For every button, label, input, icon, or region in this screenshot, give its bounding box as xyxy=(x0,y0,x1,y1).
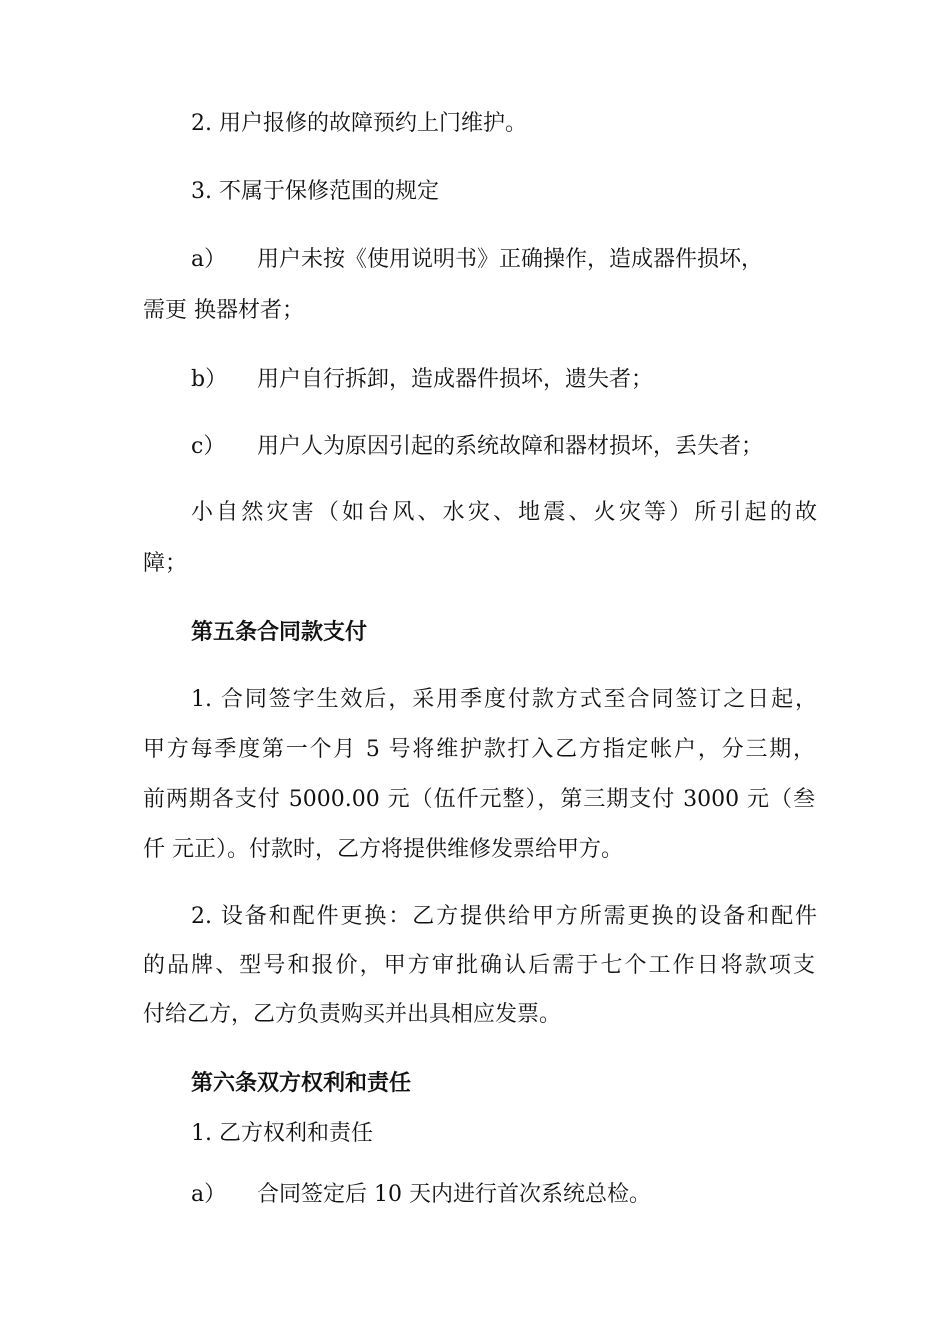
payment-p1-line-3: 前两期各支付 5000.00 元（伍仟元整），第三期支付 3000 元（叁 xyxy=(143,787,815,812)
clause-item-2: 2. 用户报修的故障预约上门维护。 xyxy=(191,111,527,136)
exclusion-b xyxy=(191,367,653,393)
party-b-duty-a-text: 合同签定后 10 天内进行首次系统总检。 xyxy=(257,1182,651,1207)
payment-p1-line-2: 甲方每季度第一个月 5 号将维护款打入乙方指定帐户，分三期， xyxy=(143,737,815,762)
equipment-p2-line-3: 付给乙方，乙方负责购买并出具相应发票。 xyxy=(143,1002,562,1027)
payment-p1-line-4: 仟 元正）。付款时，乙方将提供维修发票给甲方。 xyxy=(143,837,623,862)
natural-disaster-line-2: 障； xyxy=(143,551,188,576)
list-marker: a） xyxy=(191,1182,227,1207)
list-marker: a） xyxy=(191,247,227,272)
list-marker: c） xyxy=(191,434,226,459)
exclusion-b-text: 用户自行拆卸，造成器件损坏，遗失者； xyxy=(257,367,654,392)
clause-item-3: 3. 不属于保修范围的规定 xyxy=(191,179,439,204)
exclusion-a-line-1 xyxy=(191,247,763,273)
list-marker: b） xyxy=(191,367,228,392)
party-b-rights-item: 1. 乙方权利和责任 xyxy=(191,1121,373,1146)
exclusion-a-line-2: 需更 换器材者； xyxy=(143,298,304,323)
section-5-heading: 第五条合同款支付 xyxy=(191,620,368,645)
natural-disaster-line-1: 小自然灾害（如台风、水灾、地震、火灾等）所引起的故 xyxy=(191,500,817,525)
equipment-p2-line-1: 2. 设备和配件更换：乙方提供给甲方所需更换的设备和配件 xyxy=(191,904,817,929)
exclusion-a-text: 用户未按《使用说明书》正确操作，造成器件损坏， xyxy=(257,247,764,272)
party-b-duty-a xyxy=(191,1182,651,1208)
exclusion-c-text: 用户人为原因引起的系统故障和器材损坏，丢失者； xyxy=(257,434,764,459)
payment-p1-line-1: 1. 合同签字生效后，采用季度付款方式至合同签订之日起， xyxy=(191,687,817,712)
exclusion-c xyxy=(191,434,763,460)
section-6-heading: 第六条双方权利和责任 xyxy=(191,1071,412,1096)
equipment-p2-line-2: 的品牌、型号和报价，甲方审批确认后需于七个工作日将款项支 xyxy=(143,953,815,978)
